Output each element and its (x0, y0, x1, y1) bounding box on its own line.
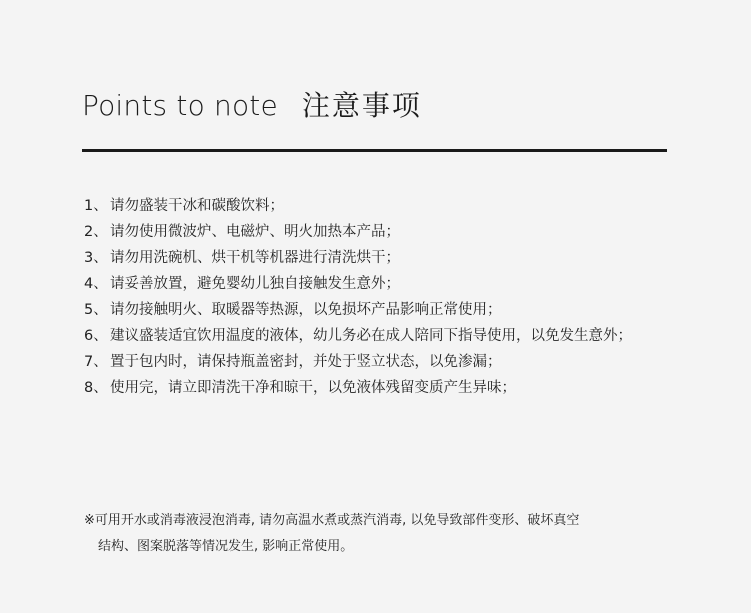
note-item (84, 245, 674, 271)
note-item (84, 219, 674, 245)
footnote (84, 508, 654, 560)
note-text: 建议盛装适宜饮用温度的液体，幼儿务必在成人陪同下指导使用，以免发生意外； (110, 328, 632, 344)
note-item (84, 193, 674, 219)
footnote-line-1: ※可用开水或消毒液浸泡消毒, 请勿高温水煮或蒸汽消毒, 以免导致部件变形、破坏真空 (84, 513, 580, 528)
note-number: 8、 (84, 380, 108, 396)
title-divider (82, 149, 667, 152)
title-chinese: 注意事项 (301, 89, 422, 122)
note-text: 请勿盛装干冰和碳酸饮料； (110, 198, 284, 214)
note-item (84, 297, 674, 323)
note-text: 请妥善放置，避免婴幼儿独自接触发生意外； (110, 276, 400, 292)
notes-list (84, 193, 674, 401)
note-item (84, 375, 674, 401)
note-number: 1、 (84, 198, 108, 214)
note-number: 7、 (84, 354, 108, 370)
note-item (84, 349, 674, 375)
note-number: 5、 (84, 302, 108, 318)
footnote-line-2: 结构、图案脱落等情况发生, 影响正常使用。 (98, 539, 354, 554)
note-text: 请勿用洗碗机、烘干机等机器进行清洗烘干； (110, 250, 400, 266)
note-number: 3、 (84, 250, 108, 266)
page-title (82, 86, 422, 126)
note-text: 置于包内时，请保持瓶盖密封，并处于竖立状态，以免渗漏； (110, 354, 502, 370)
note-number: 6、 (84, 328, 108, 344)
note-item (84, 271, 674, 297)
note-number: 2、 (84, 224, 108, 240)
note-item (84, 323, 674, 349)
note-text: 使用完，请立即清洗干净和晾干，以免液体残留变质产生异味； (110, 380, 516, 396)
title-english: Points to note (82, 89, 278, 122)
note-text: 请勿使用微波炉、电磁炉、明火加热本产品； (110, 224, 400, 240)
note-number: 4、 (84, 276, 108, 292)
note-text: 请勿接触明火、取暖器等热源，以免损坏产品影响正常使用； (110, 302, 502, 318)
